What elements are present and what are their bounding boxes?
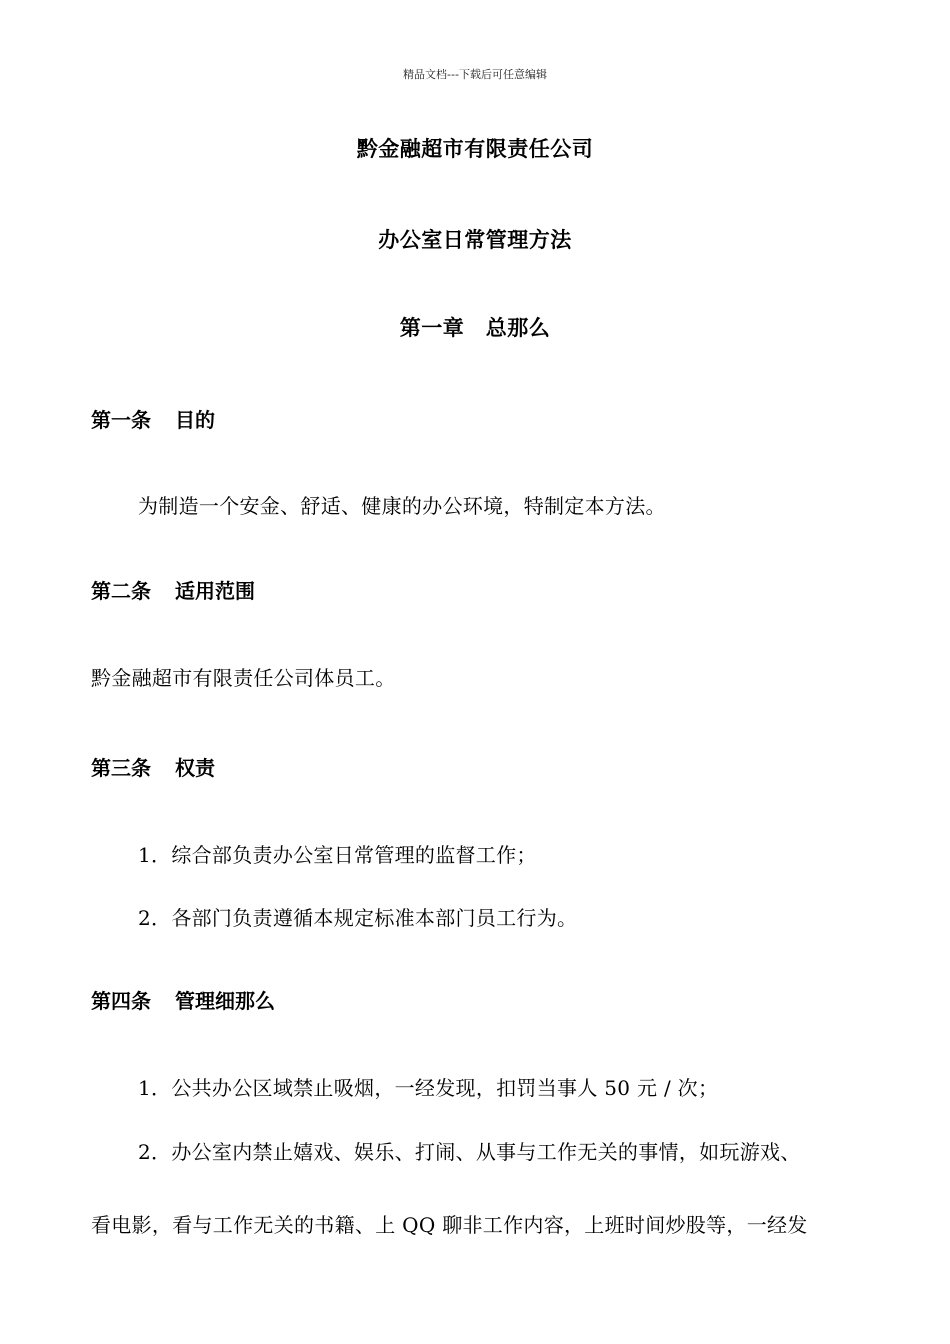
- article-1-paragraph-1: 为制造一个安金、舒适、健康的办公环境，特制定本方法。: [138, 494, 666, 518]
- article-4-paragraph-3: 看电影，看与工作无关的书籍、上 QQ 聊非工作内容，上班时间炒股等，一经发: [91, 1213, 808, 1237]
- article-2-title: 适用范围: [175, 579, 255, 603]
- article-3-title: 权责: [175, 756, 215, 780]
- article-1-number: 第一条: [91, 408, 151, 432]
- article-2-paragraph-1: 黔金融超市有限责任公司体员工。: [91, 666, 396, 690]
- article-4-heading: [91, 985, 275, 1014]
- document-title: 办公室日常管理方法: [378, 228, 572, 252]
- article-4-number: 第四条: [91, 989, 151, 1013]
- article-4-paragraph-1: 1．公共办公区域禁止吸烟，一经发现，扣罚当事人 50 元 / 次；: [138, 1076, 719, 1100]
- chapter-title: 第一章 总那么: [399, 316, 551, 340]
- article-1-heading: [91, 404, 215, 433]
- article-3-paragraph-2: 2．各部门负责遵循本规定标准本部门员工行为。: [138, 906, 578, 930]
- article-2-number: 第二条: [91, 579, 151, 603]
- article-4-paragraph-2: 2．办公室内禁止嬉戏、娱乐、打闹、从事与工作无关的事情，如玩游戏、: [138, 1140, 801, 1164]
- article-1-title: 目的: [175, 408, 215, 432]
- article-3-paragraph-1: 1．综合部负责办公室日常管理的监督工作；: [138, 843, 537, 867]
- header-note: 精品文档---下载后可任意编辑: [403, 68, 547, 81]
- article-3-number: 第三条: [91, 756, 151, 780]
- article-3-heading: [91, 752, 215, 781]
- article-4-title: 管理细那么: [175, 989, 275, 1013]
- company-title: 黔金融超市有限责任公司: [356, 137, 594, 161]
- article-2-heading: [91, 575, 255, 604]
